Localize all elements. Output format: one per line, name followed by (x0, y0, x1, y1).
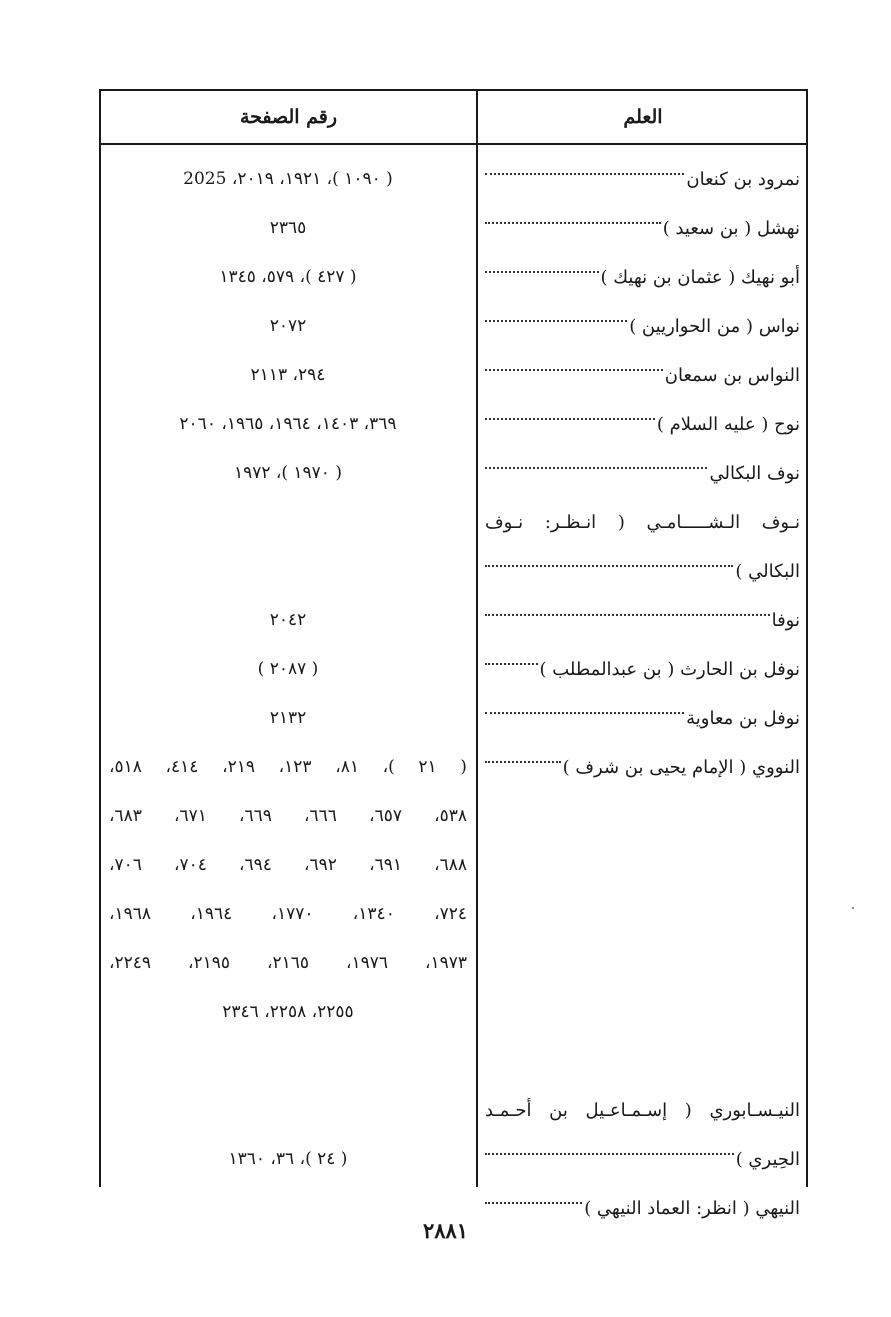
index-row (101, 302, 806, 351)
entry-pages-cell (101, 498, 475, 596)
page-number: ٢٨٨١ (422, 1218, 469, 1243)
entry-name-cell (477, 694, 806, 743)
entry-name-cell (477, 253, 806, 302)
entry-name-cell (477, 400, 806, 449)
entry-pages: ٢١٣٢ (269, 708, 307, 728)
entry-name-cell (477, 449, 806, 498)
header-name: العلم (623, 106, 663, 128)
entry-name-continued: البكالي ) (735, 561, 800, 582)
entry-pages: ٧٢٤، ١٣٤٠، ١٧٧٠، ١٩٦٤، ١٩٦٨، (109, 904, 467, 924)
entry-name-continued: الحِيري ) (735, 1149, 800, 1170)
index-row (101, 498, 806, 596)
index-row (101, 155, 806, 204)
index-row (101, 1086, 806, 1184)
entry-pages: ( ٢٠٨٧ ) (257, 659, 319, 679)
leader-dots (485, 1153, 734, 1155)
entry-pages-cell (101, 449, 475, 498)
entry-name: نوح ( عليه السلام ) (656, 414, 800, 435)
header-page-number: رقم الصفحة (239, 106, 338, 128)
entry-pages-cell (101, 302, 475, 351)
leader-dots (485, 1202, 582, 1204)
leader-dots (485, 418, 655, 420)
index-row (101, 400, 806, 449)
index-row (101, 694, 806, 743)
leader-dots (485, 369, 663, 371)
entry-name-cell (477, 302, 806, 351)
entry-name: نهشل ( بن سعيد ) (662, 218, 800, 239)
entry-name-cell (477, 351, 806, 400)
leader-dots (485, 320, 627, 322)
index-row (101, 351, 806, 400)
entry-pages-cell (101, 351, 475, 400)
entry-pages: ٣٦٩، ١٤٠٣، ١٩٦٤، ١٩٦٥، ٢٠٦٠ (179, 414, 397, 434)
entry-pages-cell (101, 694, 475, 743)
index-row (101, 449, 806, 498)
entry-pages-cell (101, 253, 475, 302)
entry-name: نوفل بن معاوية (686, 708, 800, 729)
entry-name-cell (477, 204, 806, 253)
index-row (101, 645, 806, 694)
header-rule (101, 143, 806, 145)
entry-name: نوفا (771, 610, 800, 631)
entry-pages: ٥٣٨، ٦٥٧، ٦٦٦، ٦٦٩، ٦٧١، ٦٨٣، (109, 806, 467, 826)
entry-pages: ٢٢٥٥، ٢٢٥٨، ٢٣٤٦ (222, 1002, 354, 1022)
entry-pages-cell (101, 204, 475, 253)
index-row (101, 596, 806, 645)
entry-name: نمرود بن كنعان (686, 169, 800, 190)
index-row-spacer (101, 1037, 806, 1086)
entry-name-cell (477, 743, 806, 792)
entry-name: نوف البكالي (709, 463, 800, 484)
entry-name: نوفل بن الحارث ( بن عبدالمطلب ) (539, 659, 800, 680)
leader-dots (485, 222, 661, 224)
entry-pages: ٦٨٨، ٦٩١، ٦٩٢، ٦٩٤، ٧٠٤، ٧٠٦، (109, 855, 467, 875)
entry-pages: ( ٢٤ )، ٣٦، ١٣٦٠ (228, 1149, 348, 1169)
entry-pages-cell (101, 155, 475, 204)
entry-pages: ٢٠٧٢ (269, 316, 307, 336)
entry-name: النيهي ( انظر: العماد النيهي ) (584, 1198, 800, 1219)
entry-pages: ( ٢١ )، ٨١، ١٢٣، ٢١٩، ٤١٤، ٥١٨، (109, 757, 467, 777)
entry-name-cell (477, 155, 806, 204)
leader-dots (485, 271, 599, 273)
index-rows (101, 155, 806, 1233)
entry-pages-cell (101, 743, 475, 1037)
entry-pages: ( ١٠٩٠ )، ١٩٢١، ٢٠١٩، 2025 (183, 169, 393, 189)
entry-name: النواس بن سمعان (664, 365, 800, 386)
leader-dots (485, 565, 733, 567)
entry-pages: ( ١٩٧٠ )، ١٩٧٢ (233, 463, 342, 483)
entry-pages: ١٩٧٣، ١٩٧٦، ٢١٦٥، ٢١٩٥، ٢٢٤٩، (109, 953, 467, 973)
entry-pages: ٢٠٤٢ (269, 610, 307, 630)
entry-pages: ( ٤٢٧ )، ٥٧٩، ١٣٤٥ (219, 267, 357, 287)
entry-name: النيـسـابوري ( إسـمـاعـيل بن أحـمـد (484, 1100, 800, 1121)
leader-dots (485, 467, 708, 469)
entry-pages-cell (101, 1086, 475, 1184)
leader-dots (485, 614, 770, 616)
leader-dots (485, 761, 561, 763)
scan-speck (852, 907, 854, 909)
leader-dots (485, 173, 684, 175)
index-table (99, 89, 808, 1219)
leader-dots (485, 712, 684, 714)
entry-pages-cell (101, 400, 475, 449)
entry-pages-cell (101, 645, 475, 694)
entry-name: نـوف الـشـــــامـي ( انـظـر: نـوف (484, 512, 800, 533)
entry-name-cell (477, 498, 806, 596)
entry-name-cell (477, 645, 806, 694)
leader-dots (485, 663, 538, 665)
index-row (101, 204, 806, 253)
entry-pages-cell (101, 596, 475, 645)
entry-name: أبو نهيك ( عثمان بن نهيك ) (600, 267, 800, 288)
entry-name-cell (477, 596, 806, 645)
index-row (101, 253, 806, 302)
entry-pages: ٢٩٤، ٢١١٣ (250, 365, 326, 385)
entry-name: النووي ( الإمام يحيى بن شرف ) (562, 757, 800, 778)
entry-name-cell (477, 1086, 806, 1184)
entry-name: نواس ( من الحواريين ) (629, 316, 800, 337)
index-row (101, 743, 806, 1037)
entry-pages: ٢٣٦٥ (269, 218, 307, 238)
